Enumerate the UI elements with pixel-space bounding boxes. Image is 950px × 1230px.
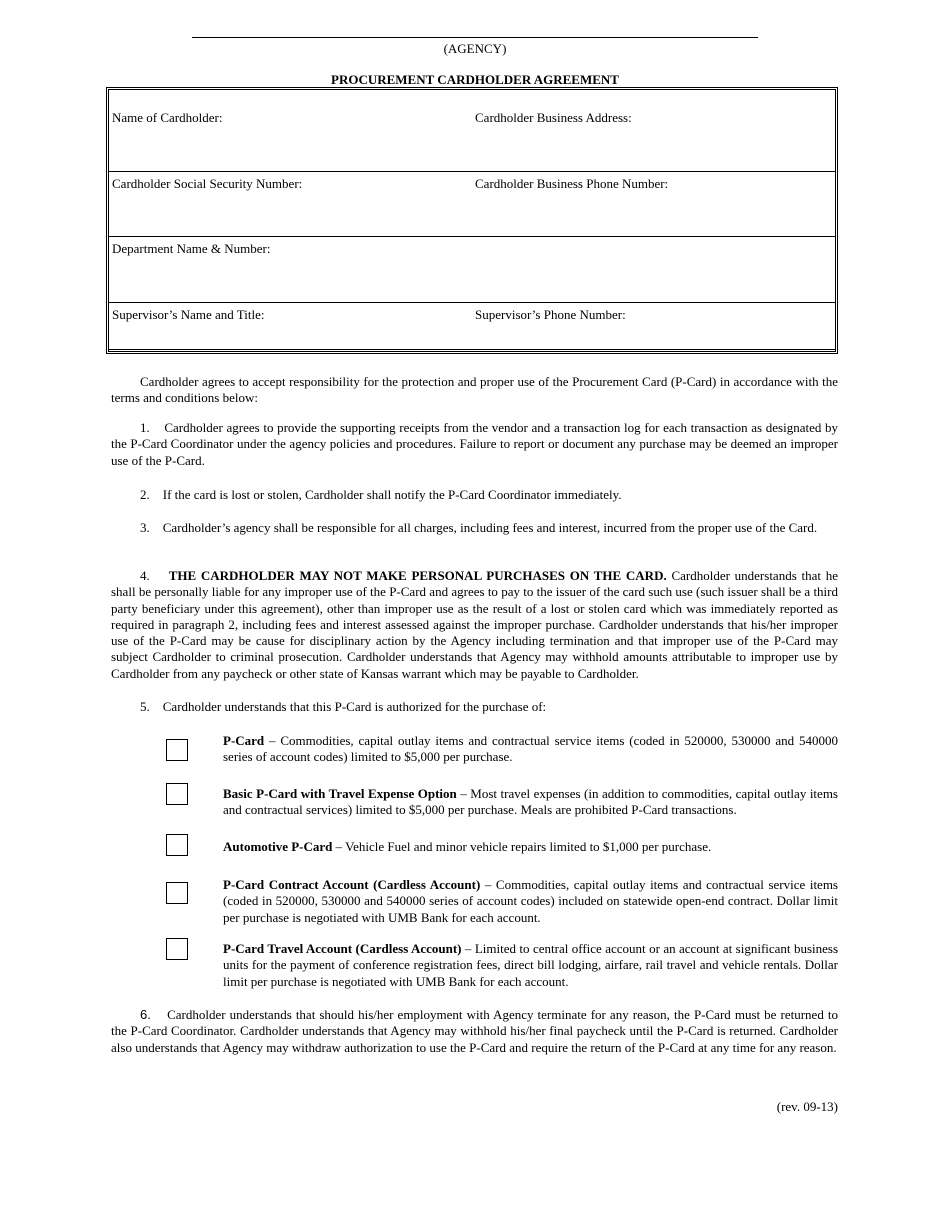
business-phone-label: Cardholder Business Phone Number: xyxy=(475,176,669,191)
term-text: Cardholder’s agency shall be responsible for all charges, including fees and interest, incurred from the proper use of the Card. xyxy=(162,520,818,535)
field-divider xyxy=(109,236,835,237)
term-text: Cardholder understands that this P-Card is authorized for the purchase of: xyxy=(162,699,547,714)
option-text xyxy=(223,786,838,819)
term-2 xyxy=(111,487,838,503)
term-text: Cardholder agrees to provide the supporting receipts from the vendor and a transaction log for each transaction as designated by the P-Card Coordinator under the agency policies and procedures. Failure to report or document any purchase may be deemed an improper use of the P-Card. xyxy=(111,420,839,468)
option-description: – Vehicle Fuel and minor vehicle repairs limited to $1,000 per purchase. xyxy=(332,839,712,854)
term-number: 1. xyxy=(140,420,150,435)
supervisor-phone-label: Supervisor’s Phone Number: xyxy=(475,307,626,322)
option-text xyxy=(223,839,838,855)
option-description: – Commodities, capital outlay items and contractual service items (coded in 520000, 530000 and 540000 series of account codes) limited to $5,000 per purchase. xyxy=(223,733,838,765)
business-address-label: Cardholder Business Address: xyxy=(475,110,632,125)
option-checkbox[interactable] xyxy=(166,938,188,960)
agency-label: (AGENCY) xyxy=(443,41,507,56)
field-divider xyxy=(109,349,835,350)
cardholder-info-box xyxy=(106,87,838,354)
option-title: P-Card xyxy=(223,733,265,748)
ssn-label: Cardholder Social Security Number: xyxy=(112,176,303,191)
term-3 xyxy=(111,520,838,536)
field-divider xyxy=(109,302,835,303)
term-6 xyxy=(111,1007,838,1056)
option-title: Basic P-Card with Travel Expense Option xyxy=(223,786,457,801)
term-5 xyxy=(111,699,838,715)
term-number: 4. xyxy=(140,568,150,583)
option-title: P-Card Travel Account (Cardless Account) xyxy=(223,941,462,956)
intro-text: Cardholder agrees to accept responsibility for the protection and proper use of the Procurement Card (P-Card) in accordance with the terms and conditions below: xyxy=(111,374,838,406)
cardholder-name-label: Name of Cardholder: xyxy=(112,110,223,125)
option-description: – Limited to central office account or an account at significant business units for the payment of conference registration fees, direct bill lodging, airfare, rail travel and vehicle rentals. Dollar limit per purchase is negotiated with UMB Bank for each account. xyxy=(223,941,839,989)
option-description: – Commodities, capital outlay items and contractual service items (coded in 520000, 530000 and 540000 series of account codes) included on statewide open-end contract. Dollar limit per purchase is negotiated with UMB Bank for each account. xyxy=(223,877,838,925)
term-text: Cardholder understands that he shall be personally liable for any improper use of the P-Card and agrees to pay to the issuer of the card such use (such issuer shall be a third party beneficiary under this agreement), other than improper use as the result of a lost or stolen card which was immediately reported as required in paragraph 2, including fees and interest assessed against the improper purchase. Cardholder understands that his/her improper use of the P-Card may be cause for disciplinary action by the Agency including termination and that improper use of the P-Card may subject Cardholder to criminal prosecution. Cardholder understands that Agency may withhold amounts attributable to improper use by Cardholder from any paycheck or other state of Kansas warrant which may be payable to Cardholder. xyxy=(111,568,838,681)
option-text xyxy=(223,877,838,926)
term-number: 6. xyxy=(140,1007,151,1022)
option-title: P-Card Contract Account (Cardless Account) xyxy=(223,877,481,892)
option-checkbox[interactable] xyxy=(166,882,188,904)
term-4 xyxy=(111,568,838,682)
option-checkbox[interactable] xyxy=(166,834,188,856)
department-label: Department Name & Number: xyxy=(112,241,271,256)
term-text: Cardholder understands that should his/her employment with Agency terminate for any reason, the P-Card must be returned to the P-Card Coordinator. Cardholder understands that Agency may withhold his/her final paycheck until the P-Card is returned. Cardholder also understands that Agency may withdraw authorization to use the P-Card and require the return of the P-Card at any time for any reason. xyxy=(111,1007,838,1055)
option-text xyxy=(223,733,838,766)
term-number: 5. xyxy=(140,699,150,714)
agency-blank-line xyxy=(192,37,758,38)
term-text: If the card is lost or stolen, Cardholder shall notify the P-Card Coordinator immediately. xyxy=(162,487,622,502)
term-bold-text: THE CARDHOLDER MAY NOT MAKE PERSONAL PURCHASES ON THE CARD. xyxy=(168,568,667,583)
term-1 xyxy=(111,420,838,469)
option-checkbox[interactable] xyxy=(166,783,188,805)
term-number: 2. xyxy=(140,487,150,502)
option-text xyxy=(223,941,838,990)
option-checkbox[interactable] xyxy=(166,739,188,761)
option-title: Automotive P-Card xyxy=(223,839,333,854)
field-divider xyxy=(109,171,835,172)
page-title: PROCUREMENT CARDHOLDER AGREEMENT xyxy=(331,72,619,87)
supervisor-name-label: Supervisor’s Name and Title: xyxy=(112,307,265,322)
term-number: 3. xyxy=(140,520,150,535)
revision-label: (rev. 09-13) xyxy=(776,1099,838,1114)
option-description: – Most travel expenses (in addition to commodities, capital outlay items and contractual services) limited to $5,000 per purchase. Meals are prohibited P-Card transactions. xyxy=(223,786,838,818)
intro-paragraph xyxy=(111,374,838,407)
